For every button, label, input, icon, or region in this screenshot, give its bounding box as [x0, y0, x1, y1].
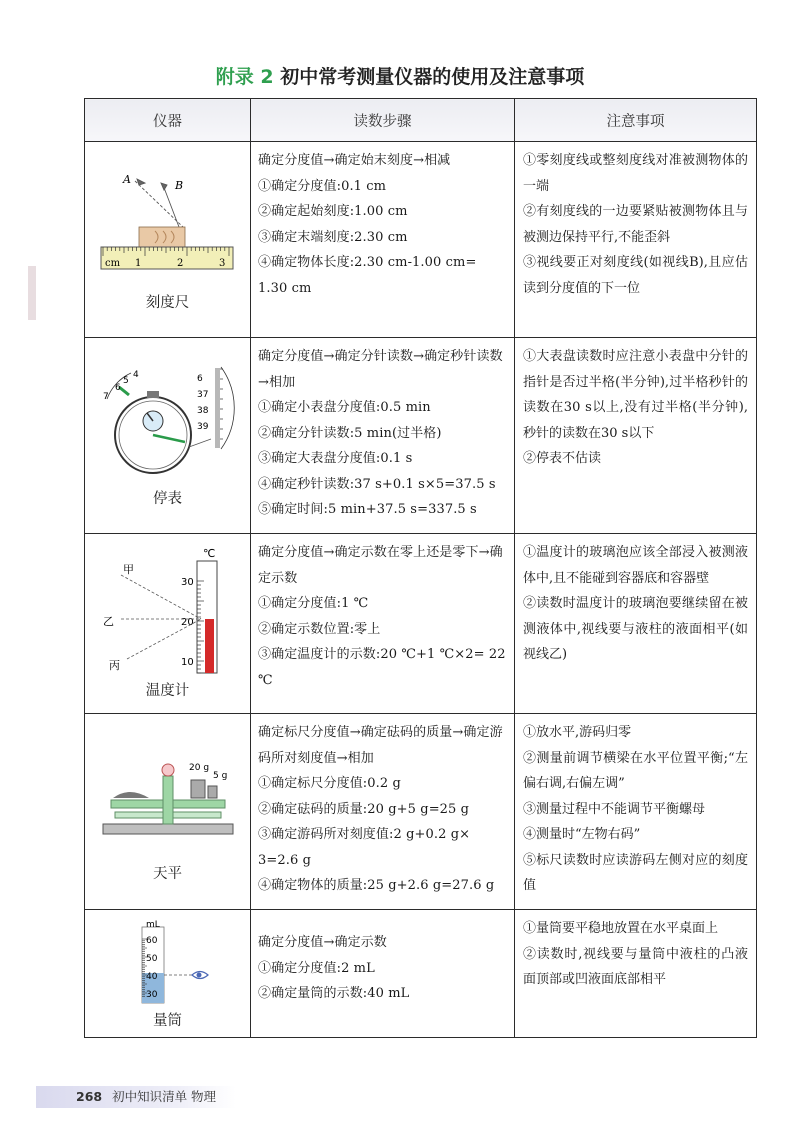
page-title — [0, 62, 800, 89]
measured-object — [139, 227, 185, 247]
note-line: ①零刻度线或整刻度线对准被测物体的一端 — [523, 153, 748, 194]
instrument-cell — [85, 142, 251, 338]
balance-base — [103, 824, 233, 834]
step-line: ③确定温度计的示数:20 ℃+1 ℃×2= 22 ℃ — [258, 647, 506, 688]
therm-num-30: 30 — [180, 577, 194, 588]
step-line: 确定标尺分度值→确定砝码的质量→确定游码所对刻度值→相加 — [258, 725, 503, 766]
weight-label-20g: 20 g — [188, 763, 209, 773]
sightline-jia: 甲 — [122, 563, 134, 576]
sightline-bing: 丙 — [108, 659, 120, 672]
ruler-tick-3: 3 — [218, 258, 225, 269]
cylinder-num-40: 40 — [145, 972, 157, 982]
thermometer-liquid — [205, 619, 214, 673]
note-line: ⑤标尺读数时应读游码左侧对应的刻度值 — [523, 852, 748, 893]
instrument-name: 停表 — [153, 491, 182, 507]
table-header-row — [85, 99, 757, 142]
instrument-name: 刻度尺 — [145, 295, 190, 311]
cylinder-num-60: 60 — [145, 936, 157, 946]
thermometer-unit: ℃ — [202, 547, 215, 560]
step-line: ④确定物体的质量:25 g+2.6 g=27.6 g — [258, 878, 495, 893]
note-line: ②读数时温度计的玻璃泡要继续留在被测液体中,视线要与液柱的液面相平(如视线乙) — [523, 596, 748, 662]
notes-cell — [515, 910, 757, 1038]
header-instrument: 仪器 — [85, 99, 251, 142]
note-line: ①量筒要平稳地放置在水平桌面上 — [523, 921, 719, 936]
note-line: ①放水平,游码归零 — [523, 725, 632, 740]
notes-cell — [515, 142, 757, 338]
note-line: ②测量前调节横梁在水平位置平衡;“左偏右调,右偏左调” — [523, 750, 748, 791]
note-line: ④测量时“左物右码” — [523, 827, 641, 842]
ruler-figure — [93, 167, 243, 287]
ruler-tick-2: 2 — [176, 258, 183, 269]
ruler-unit: cm — [104, 258, 120, 269]
step-line: ④确定物体长度:2.30 cm-1.00 cm= 1.30 cm — [258, 255, 477, 296]
subdial-num-6: 6 — [114, 383, 121, 393]
measured-object — [113, 792, 149, 798]
step-line: ③确定大表盘分度值:0.1 s — [258, 451, 413, 466]
step-line: ①确定分度值:1 ℃ — [258, 596, 369, 611]
instrument-cell — [85, 338, 251, 534]
subdial-num-4: 4 — [132, 370, 139, 380]
table-row — [85, 910, 757, 1038]
step-line: ②确定起始刻度:1.00 cm — [258, 204, 408, 219]
note-line: ①大表盘读数时应注意小表盘中分针的指针是否过半格(半分钟),过半格秒针的读数在30 s以上,没有过半格(半分钟),秒针的读数在30 s以下 — [523, 349, 748, 441]
cylinder-num-50: 50 — [145, 954, 157, 964]
stopwatch-crown — [147, 391, 159, 398]
step-line: 确定分度值→确定始末刻度→相减 — [258, 153, 451, 168]
step-line: ②确定分针读数:5 min(过半格) — [258, 425, 442, 441]
ruler-tick-1: 1 — [134, 258, 141, 269]
step-line: ②确定砝码的质量:20 g+5 g=25 g — [258, 801, 470, 817]
sightline-yi: 乙 — [102, 615, 114, 628]
page-footer — [36, 1086, 236, 1108]
header-notes: 注意事项 — [515, 99, 757, 142]
instrument-cell — [85, 714, 251, 910]
ruler-body — [101, 247, 233, 269]
steps-cell — [251, 714, 515, 910]
balance-figure — [93, 740, 243, 858]
note-line: ②停表不估读 — [523, 451, 602, 466]
step-line: 确定分度值→确定示数在零上还是零下→确定示数 — [258, 545, 503, 586]
instrument-cell — [85, 534, 251, 714]
step-line: ②确定量筒的示数:40 mL — [258, 986, 410, 1001]
step-line: 确定分度值→确定分针读数→确定秒针读数→相加 — [258, 349, 503, 390]
table-row — [85, 714, 757, 910]
ruler-label-b: B — [174, 179, 183, 192]
note-line: ③视线要正对刻度线(如视线B),且应估读到分度值的下一位 — [523, 255, 748, 296]
subdial-num-5: 5 — [122, 376, 129, 386]
step-line: ①确定标尺分度值:0.2 g — [258, 776, 401, 791]
title-text: 初中常考测量仪器的使用及注意事项 — [280, 66, 585, 88]
step-line: ①确定小表盘分度值:0.5 min — [258, 400, 431, 415]
step-line: ③确定末端刻度:2.30 cm — [258, 229, 408, 245]
book-title: 初中知识清单 物理 — [112, 1089, 217, 1104]
therm-num-10: 10 — [180, 657, 194, 668]
header-steps: 读数步骤 — [251, 99, 515, 142]
step-line: ①确定分度值:0.1 cm — [258, 178, 387, 194]
steps-cell — [251, 142, 515, 338]
notes-cell — [515, 714, 757, 910]
step-line: 确定分度值→确定示数 — [258, 935, 387, 950]
step-line: ①确定分度值:2 mL — [258, 960, 375, 976]
dial-num-38: 38 — [196, 406, 208, 416]
steps-cell — [251, 338, 515, 534]
cylinder-unit: mL — [145, 920, 160, 930]
table-row — [85, 534, 757, 714]
note-line: ②读数时,视线要与量筒中液柱的凸液面顶部或凹液面底部相平 — [523, 946, 748, 987]
instrument-name: 量筒 — [153, 1013, 182, 1029]
balance-pointer — [162, 764, 174, 776]
cylinder-figure — [108, 917, 228, 1005]
steps-cell — [251, 534, 515, 714]
weight-5g — [208, 786, 217, 798]
instrument-name: 天平 — [153, 866, 182, 882]
note-line: ②有刻度线的一边要紧贴被测物体且与被测边保持平行,不能歪斜 — [523, 204, 748, 245]
instrument-cell — [85, 910, 251, 1038]
step-line: ②确定示数位置:零上 — [258, 621, 381, 637]
step-line: ③确定游码所对刻度值:2 g+0.2 g× 3=2.6 g — [258, 827, 471, 868]
table-row — [85, 338, 757, 534]
ruler-label-a: A — [122, 173, 131, 186]
subdial-num-7: 7 — [102, 392, 109, 402]
note-line: ③测量过程中不能调节平衡螺母 — [523, 801, 706, 817]
step-line: ⑤确定时间:5 min+37.5 s=337.5 s — [258, 502, 477, 517]
page-edge-mark — [28, 266, 36, 320]
dial-num-39: 39 — [196, 422, 208, 432]
dial-num-6: 6 — [196, 374, 203, 384]
notes-cell — [515, 338, 757, 534]
dial-num-37: 37 — [196, 390, 208, 400]
stopwatch-figure — [93, 363, 243, 483]
instrument-name: 温度计 — [145, 683, 190, 699]
note-line: ①温度计的玻璃泡应该全部浸入被测液体中,且不能碰到容器底和容器壁 — [523, 545, 748, 586]
therm-num-20: 20 — [180, 617, 194, 628]
balance-pillar — [163, 776, 173, 824]
steps-cell — [251, 910, 515, 1038]
instrument-table — [84, 98, 757, 1038]
page-number: 268 — [76, 1089, 103, 1104]
table-row — [85, 142, 757, 338]
title-label: 附录 2 — [215, 66, 274, 88]
cylinder-num-30: 30 — [145, 990, 157, 1000]
weight-label-5g: 5 g — [212, 771, 227, 781]
step-line: ④确定秒针读数:37 s+0.1 s×5=37.5 s — [258, 476, 496, 492]
thermometer-figure — [93, 547, 243, 675]
notes-cell — [515, 534, 757, 714]
weight-20g — [191, 780, 205, 798]
